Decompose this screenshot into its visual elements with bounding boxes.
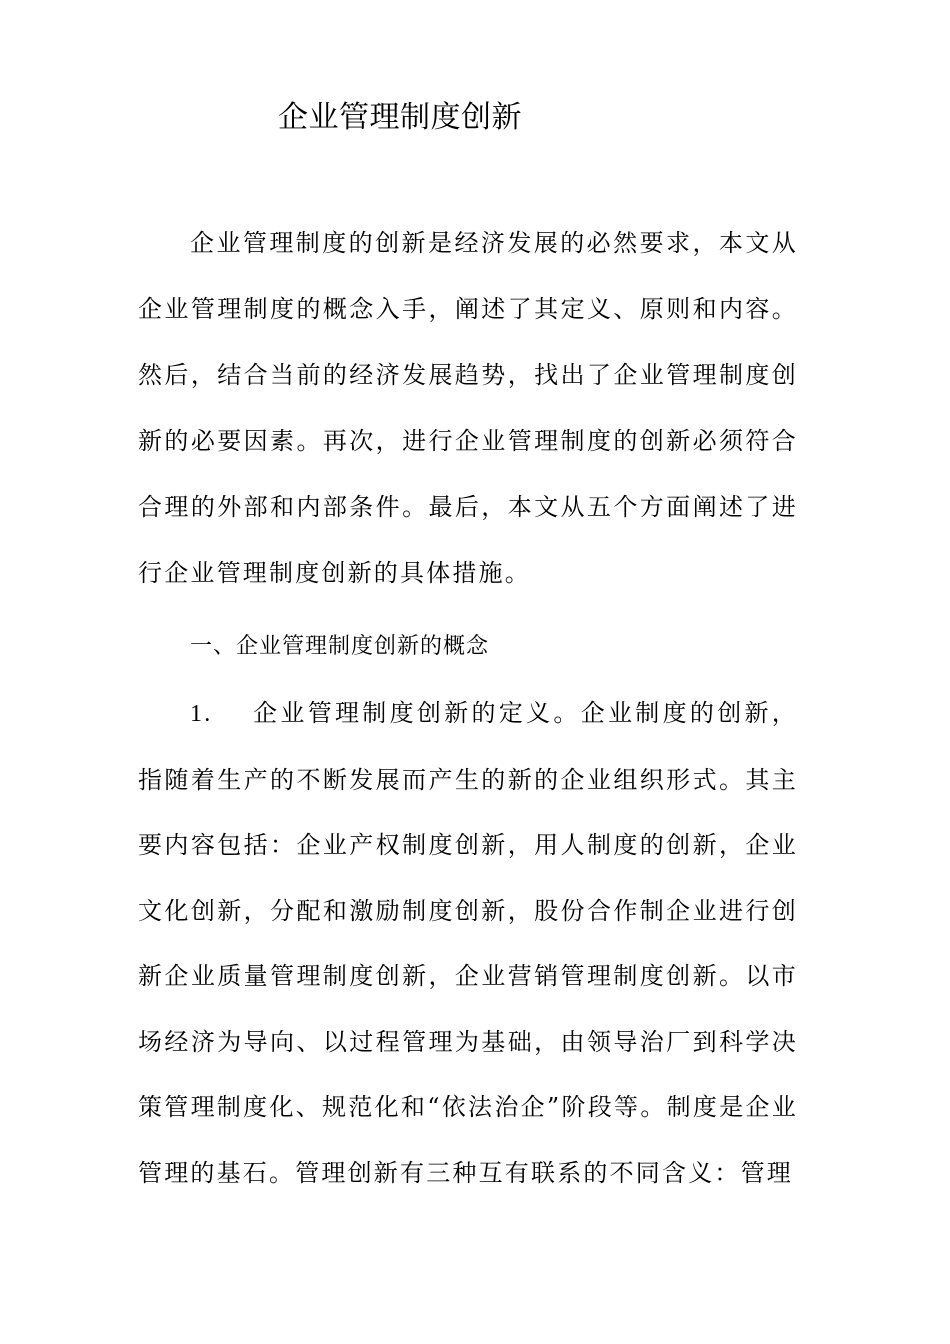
- section-heading: 一、企业管理制度创新的概念: [190, 634, 490, 659]
- abstract-paragraph: 企业管理制度的创新是经济发展的必然要求，本文从企业管理制度的概念入手，阐述了其定义、原则和内容。然后，结合当前的经济发展趋势，找出了企业管理制度创新的必要因素。再次，进行企业管理制度的创新必须符合合理的外部和内部条件。最后，本文从五个方面阐述了进行企业管理制度创新的具体措施。: [138, 229, 798, 587]
- point-paragraph: [138, 681, 798, 1206]
- point-text: 企业管理制度创新的定义。企业制度的创新，指随着生产的不断发展而产生的新的企业组织形式。其主要内容包括：企业产权制度创新，用人制度的创新，企业文化创新，分配和激励制度创新，股份合作制企业进行创新企业质量管理制度创新，企业营销管理制度创新。以市场经济为导向、以过程管理为基础，由领导治厂到科学决策管理制度化、规范化和“依法治企”阶段等。制度是企业管理的基石。管理创新有三种互有联系的不同含义：管理: [138, 699, 798, 1187]
- point-number: 1.: [190, 701, 213, 727]
- document-title: 企业管理制度创新: [278, 100, 522, 135]
